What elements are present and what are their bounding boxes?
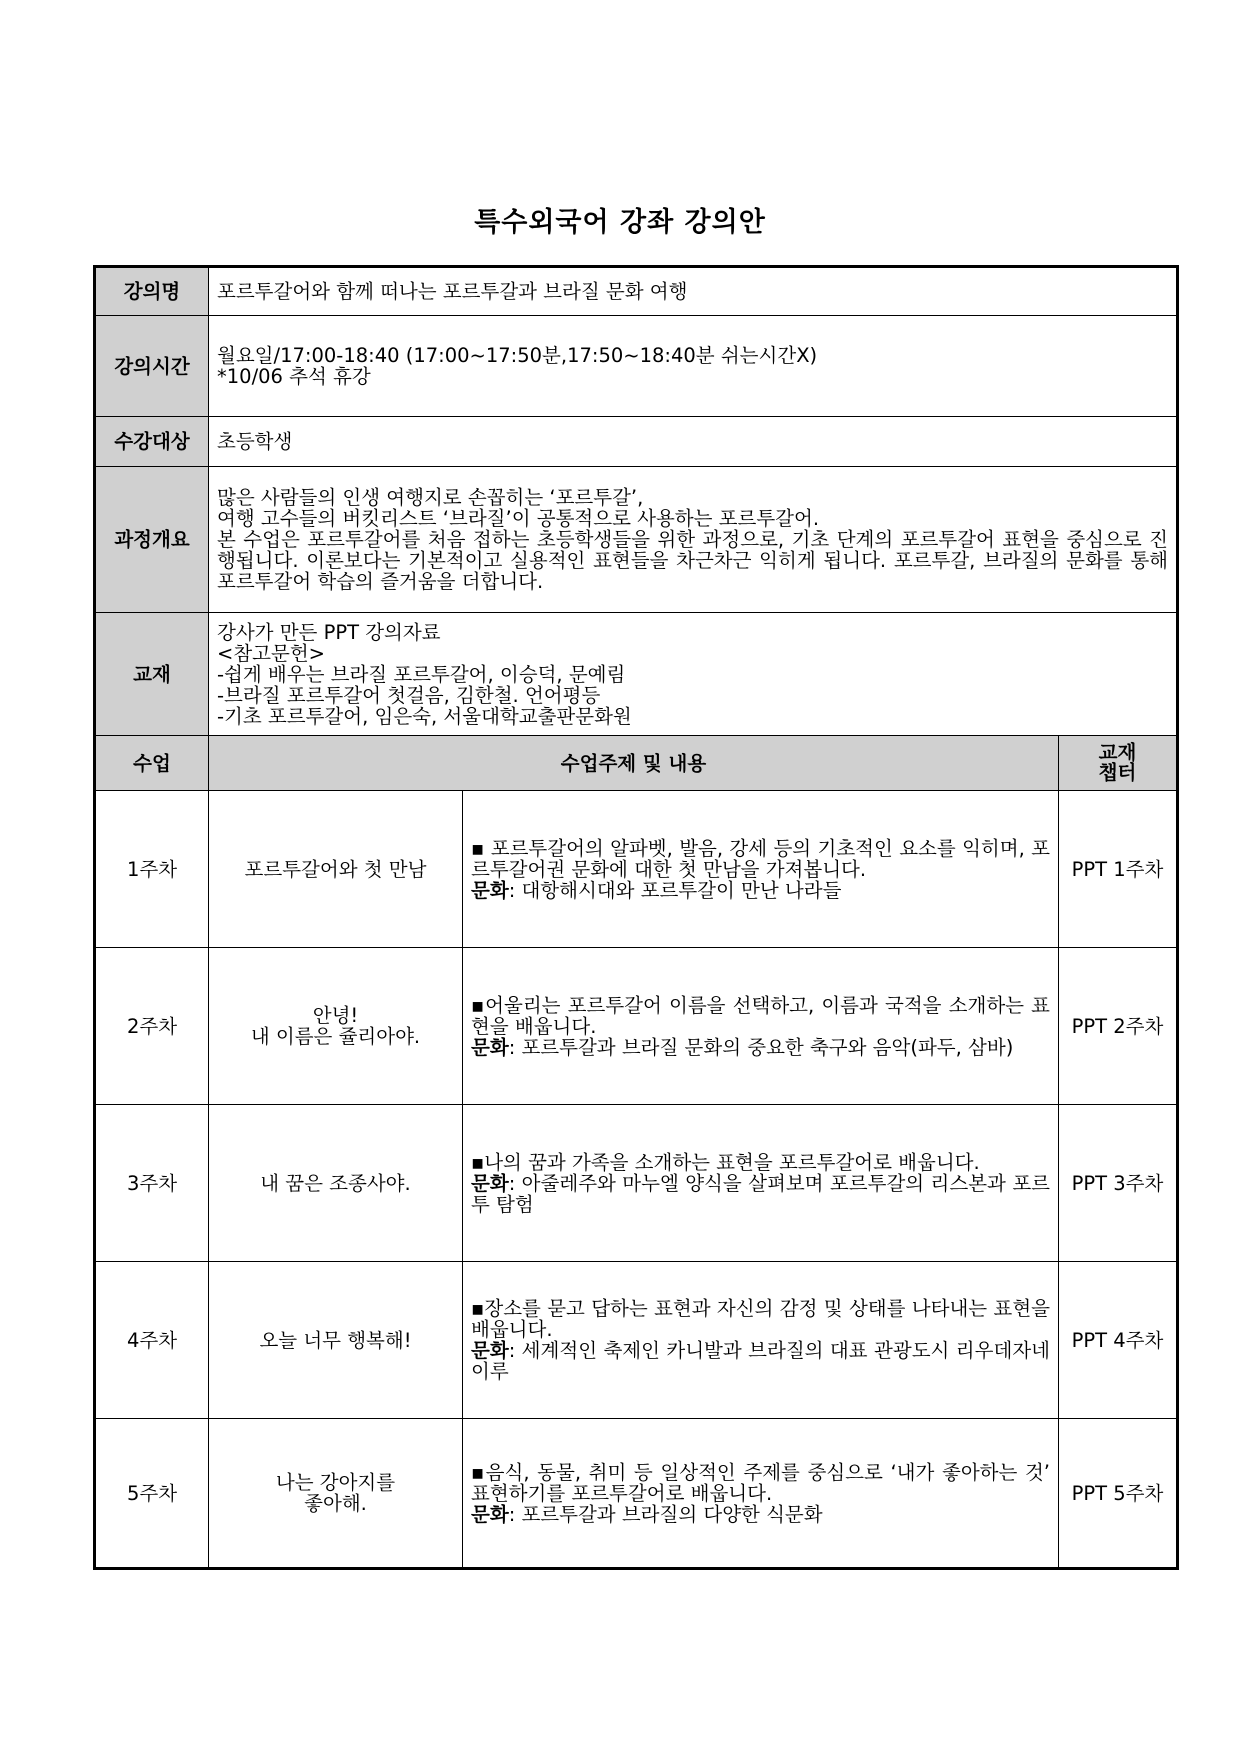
week-topic-line: 좋아해.	[304, 1492, 367, 1515]
schedule-header-row	[95, 736, 1178, 791]
overview-line-1: 많은 사람들의 인생 여행지로 손꼽히는 ‘포르투갈’,	[217, 486, 644, 509]
overview-paragraph: 본 수업은 포르투갈어를 처음 접하는 초등학생들을 위한 과정으로, 기초 단계의 포르투갈어 표현을 중심으로 진행됩니다. 이론보다는 기본적이고 실용적인 표현들을 차근차근 익히게 됩니다. 포르투갈, 브라질의 문화를 통해 포르투갈어 학습의 즐거움을 더합니다.	[217, 528, 1169, 593]
culture-text: : 포르투갈과 브라질 문화의 중요한 축구와 음악(파두, 삼바)	[508, 1035, 1014, 1059]
week-chapter: PPT 1주차	[1059, 791, 1178, 948]
week-content	[463, 1262, 1059, 1419]
syllabus-table	[93, 265, 1179, 1570]
course-time-value	[209, 316, 1178, 417]
week-topic	[209, 1262, 463, 1419]
course-name-label: 강의명	[95, 267, 209, 316]
textbook-value	[209, 613, 1178, 736]
culture-label: 문화	[471, 1339, 509, 1362]
week-topic-line: 내 이름은 쥴리아야.	[250, 1025, 421, 1048]
overview-row	[95, 467, 1178, 613]
overview-line-2: 여행 고수들의 버킷리스트 ‘브라질’이 공통적으로 사용하는 포르투갈어.	[217, 507, 820, 530]
week-culture	[471, 1340, 1050, 1382]
topic-header: 수업주제 및 내용	[209, 736, 1059, 791]
lesson-header: 수업	[95, 736, 209, 791]
overview-label: 과정개요	[95, 467, 209, 613]
textbook-line: <참고문헌>	[217, 641, 326, 665]
course-time-label: 강의시간	[95, 316, 209, 417]
week-row	[95, 791, 1178, 948]
week-culture	[471, 1037, 1050, 1058]
overview-value	[209, 467, 1178, 613]
week-topic-line: 오늘 너무 행복해!	[259, 1328, 412, 1352]
week-row	[95, 1419, 1178, 1569]
textbook-line: 강사가 만든 PPT 강의자료	[217, 620, 441, 644]
week-content	[463, 791, 1059, 948]
culture-label: 문화	[471, 1171, 509, 1195]
week-culture	[471, 1504, 1050, 1525]
week-content-text: ▪장소를 묻고 답하는 표현과 자신의 감정 및 상태를 나타내는 표현을 배웁니다.	[471, 1297, 1050, 1341]
week-topic	[209, 791, 463, 948]
course-name-row	[95, 267, 1178, 316]
textbook-row	[95, 613, 1178, 736]
week-topic-line: 포르투갈어와 첫 만남	[244, 857, 427, 881]
week-topic	[209, 1105, 463, 1262]
document-title: 특수외국어 강좌 강의안	[474, 207, 766, 238]
course-time-row	[95, 316, 1178, 417]
chapter-header-line: 교재	[1098, 741, 1137, 764]
week-content-text: ▪나의 꿈과 가족을 소개하는 표현을 포르투갈어로 배웁니다.	[471, 1150, 980, 1174]
week-content-text: ▪ 포르투갈어의 알파벳, 발음, 강세 등의 기초적인 요소를 익히며, 포르투갈어권 문화에 대한 첫 만남을 가져봅니다.	[471, 836, 1050, 881]
week-label: 1주차	[95, 791, 209, 948]
week-label: 2주차	[95, 948, 209, 1105]
culture-text: : 대항해시대와 포르투갈이 만난 나라들	[508, 878, 842, 902]
week-chapter: PPT 5주차	[1059, 1419, 1178, 1569]
week-row	[95, 1105, 1178, 1262]
week-culture	[471, 1173, 1050, 1215]
culture-label: 문화	[471, 878, 509, 902]
culture-text: : 포르투갈과 브라질의 다양한 식문화	[508, 1502, 823, 1526]
culture-text: : 아줄레주와 마누엘 양식을 살펴보며 포르투갈의 리스본과 포르투 탐험	[471, 1171, 1050, 1216]
textbook-line: -기초 포르투갈어, 임은숙, 서울대학교출판문화원	[217, 704, 632, 728]
textbook-line: -쉽게 배우는 브라질 포르투갈어, 이승덕, 문예림	[217, 662, 626, 686]
week-row	[95, 948, 1178, 1105]
target-label: 수강대상	[95, 417, 209, 467]
week-topic-line: 내 꿈은 조종사야.	[260, 1171, 411, 1195]
week-row	[95, 1262, 1178, 1419]
target-row	[95, 417, 1178, 467]
week-chapter: PPT 3주차	[1059, 1105, 1178, 1262]
week-chapter: PPT 2주차	[1059, 948, 1178, 1105]
week-culture	[471, 880, 1050, 901]
textbook-line: -브라질 포르투갈어 첫걸음, 김한철. 언어평등	[217, 683, 601, 707]
culture-label: 문화	[471, 1502, 509, 1526]
week-topic-line: 안녕!	[312, 1004, 359, 1027]
week-label: 3주차	[95, 1105, 209, 1262]
culture-text: : 세계적인 축제인 카니발과 브라질의 대표 관광도시 리우데자네이루	[471, 1339, 1050, 1383]
chapter-header	[1059, 736, 1178, 791]
week-content-text: ▪어울리는 포르투갈어 이름을 선택하고, 이름과 국적을 소개하는 표현을 배웁니다.	[471, 993, 1050, 1038]
chapter-header-line: 챕터	[1098, 761, 1137, 784]
week-content	[463, 1419, 1059, 1569]
course-time-note: *10/06 추석 휴강	[217, 365, 371, 388]
week-content-text: ▪음식, 동물, 취미 등 일상적인 주제를 중심으로 ‘내가 좋아하는 것’ 표현하기를 포르투갈어로 배웁니다.	[471, 1460, 1050, 1505]
week-topic-line: 나는 강아지를	[275, 1471, 396, 1494]
week-content	[463, 1105, 1059, 1262]
course-time-line: 월요일/17:00-18:40 (17:00~17:50분,17:50~18:40분 쉬는시간X)	[217, 344, 818, 367]
culture-label: 문화	[471, 1035, 509, 1059]
target-value: 초등학생	[209, 417, 1178, 467]
week-chapter: PPT 4주차	[1059, 1262, 1178, 1419]
week-label: 4주차	[95, 1262, 209, 1419]
course-name-value: 포르투갈어와 함께 떠나는 포르투갈과 브라질 문화 여행	[209, 267, 1178, 316]
week-content	[463, 948, 1059, 1105]
week-label: 5주차	[95, 1419, 209, 1569]
textbook-label: 교재	[95, 613, 209, 736]
week-topic	[209, 1419, 463, 1569]
week-topic	[209, 948, 463, 1105]
